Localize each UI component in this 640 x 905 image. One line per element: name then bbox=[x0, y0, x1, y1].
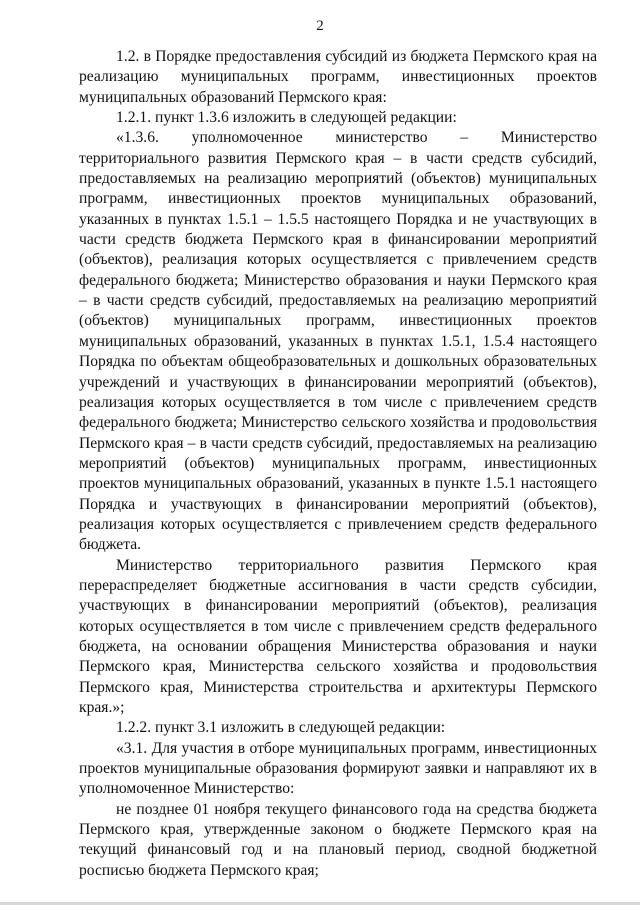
document-body bbox=[79, 47, 597, 881]
page-number: 2 bbox=[316, 18, 324, 34]
paragraph-1-2-2: 1.2.2. пункт 3.1 изложить в следующей редакции: bbox=[116, 719, 446, 737]
paragraph-ministry-redistribution: Министерство территориального развития Пермского края перераспределяет бюджетные ассигнования в части средств субсидии, участвующих в финансировании мероприятий (объектов), реализация которых осуществляется в том числе с привлечением средств федерального бюджета, на основании обращения Министерства образования и науки Пермского края, Министерства сельского хозяйства и продовольствия Пермского края, Министерства строительства и архитектуры Пермского края.»; bbox=[79, 556, 597, 716]
paragraph-deadline: не позднее 01 ноября текущего финансового года на средства бюджета Пермского края, утвержденные законом о бюджете Пермского края на текущий финансовый год и на плановый период, сводной бюджетной росписью бюджета Пермского края; bbox=[79, 800, 597, 879]
paragraph-1-2-1: 1.2.1. пункт 1.3.6 изложить в следующей редакции: bbox=[116, 109, 457, 127]
paragraph-3-1: «3.1. Для участия в отборе муниципальных программ, инвестиционных проектов муниципальные образования формируют заявки и направляют их в уполномоченное Министерство: bbox=[79, 739, 597, 798]
paragraph-1-2: 1.2. в Порядке предоставления субсидий из бюджета Пермского края на реализацию муниципальных программ, инвестиционных проектов муниципальных образований Пермского края: bbox=[79, 48, 597, 106]
paragraph-1-3-6: «1.3.6. уполномоченное министерство – Министерство территориального развития Пермского края – в части средств субсидий, предоставляемых на реализацию мероприятий (объектов) муниципальных программ, инвестиционных проектов муниципальных образований, указанных в пунктах 1.5.1 – 1.5.5 настоящего Порядка и не участвующих в части средств бюджета Пермского края в финансировании мероприятий (объектов), реализация которых осуществляется с привлечением средств федерального бюджета; Министерство образования и науки Пермского края – в части средств субсидий, предоставляемых на реализацию мероприятий (объектов) муниципальных программ, инвестиционных проектов муниципальных образований, указанных в пунктах 1.5.1, 1.5.4 настоящего Порядка по объектам общеобразовательных и дошкольных образовательных учреждений и участвующих в финансировании мероприятий (объектов), реализация которых осуществляется в том числе с привлечением средств федерального бюджета; Министерство сельского хозяйства и продовольствия Пермского края – в части средств субсидий, предоставляемых на реализацию мероприятий (объектов) муниципальных программ, инвестиционных проектов муниципальных образований, указанных в пункте 1.5.1 настоящего Порядка и участвующих в финансировании мероприятий (объектов), реализация которых осуществляется с привлечением средств федерального бюджета. bbox=[79, 129, 597, 554]
